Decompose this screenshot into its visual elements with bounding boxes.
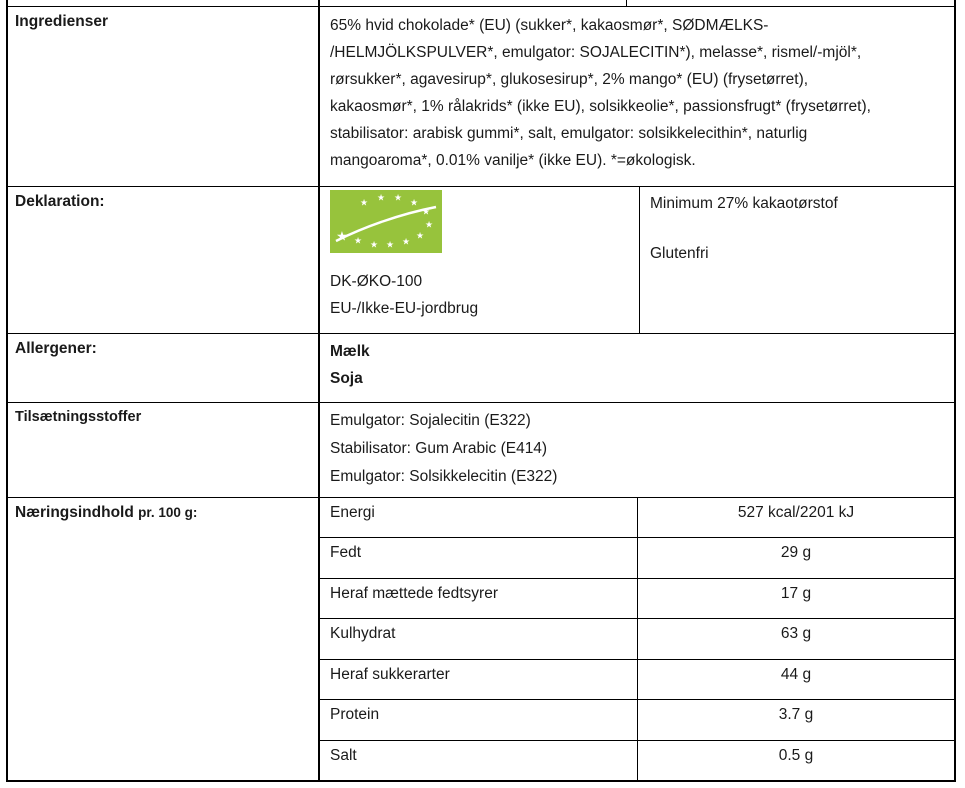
deklaration-claims-cell	[640, 187, 954, 333]
nutrient-name: Kulhydrat	[320, 619, 638, 658]
nutrition-row-fedt	[320, 537, 954, 577]
star-icon: ★	[401, 236, 411, 247]
nutrient-value: 527 kcal/2201 kJ	[737, 504, 855, 521]
nutrition-row-kulhydrat	[320, 618, 954, 658]
deklaration-label: Deklaration:	[8, 187, 320, 333]
star-icon: ★	[393, 192, 403, 203]
additive-item: Emulgator: Solsikkelecitin (E322)	[330, 468, 558, 485]
nutrition-table	[320, 498, 954, 780]
star-icon: ★	[369, 239, 379, 250]
product-spec-table	[6, 0, 956, 782]
nutrient-name: Protein	[320, 700, 638, 739]
nutrition-row-energi	[320, 498, 954, 537]
additive-item: Stabilisator: Gum Arabic (E414)	[330, 440, 548, 457]
star-icon: ★	[376, 192, 386, 203]
nutrient-name: Salt	[320, 741, 638, 780]
nutrient-value: 17 g	[780, 584, 812, 602]
ingredienser-label: Ingredienser	[8, 7, 320, 186]
ingredient-line: 65% hvid chokolade* (EU) (sukker*, kakaosmør*, SØDMÆLKS-	[330, 17, 769, 34]
naeringsindhold-label-suffix: pr. 100 g:	[138, 505, 198, 520]
nutrition-row-salt	[320, 740, 954, 780]
row-deklaration	[8, 186, 954, 333]
row-allergener	[8, 333, 954, 402]
row-ingredienser	[8, 6, 954, 186]
naeringsindhold-label-main: Næringsindhold	[15, 504, 134, 521]
star-icon: ★	[421, 206, 431, 217]
ingredient-line: kakaosmør*, 1% rålakrids* (ikke EU), solsikkeolie*, passionsfrugt* (frysetørret),	[330, 98, 871, 115]
ingredient-line: /HELMJÖLKSPULVER*, emulgator: SOJALECITIN*), melasse*, rismel/-mjöl*,	[330, 44, 862, 61]
nutrition-row-protein	[320, 699, 954, 739]
nutrition-row-sukkerarter	[320, 659, 954, 699]
star-icon: ★	[385, 239, 395, 250]
star-icon: ★	[353, 235, 363, 246]
tilsaetningsstoffer-label: Tilsætningsstoffer	[8, 403, 320, 497]
nutrient-value: 44 g	[780, 665, 812, 683]
nutrient-name: Energi	[320, 498, 638, 537]
ingredient-line: stabilisator: arabisk gummi*, salt, emulgator: solsikkelecithin*, naturlig	[330, 125, 808, 142]
deklaration-logo-cell	[320, 187, 640, 333]
star-icon: ★	[359, 197, 369, 208]
nutrient-name: Heraf mættede fedtsyrer	[320, 579, 638, 618]
additive-item: Emulgator: Sojalecitin (E322)	[330, 412, 531, 429]
ingredient-line: rørsukker*, agavesirup*, glukosesirup*, 2% mango* (EU) (frysetørret),	[330, 71, 809, 88]
nutrient-value: 0.5 g	[778, 746, 814, 764]
star-icon: ★	[336, 228, 348, 244]
allergener-label: Allergener:	[8, 334, 320, 402]
nutrient-name: Heraf sukkerarter	[320, 660, 638, 699]
ingredient-line: mangoaroma*, 0.01% vanilje* (ikke EU). *=økologisk.	[330, 152, 696, 169]
organic-certification-code: DK-ØKO-100	[330, 273, 423, 290]
eu-organic-logo	[330, 190, 442, 253]
allergen-item: Soja	[330, 370, 363, 387]
row-naeringsindhold	[8, 497, 954, 780]
star-icon: ★	[409, 197, 419, 208]
nutrition-row-maettede-fedtsyrer	[320, 578, 954, 618]
star-icon: ★	[415, 230, 425, 241]
ingredienser-text	[320, 7, 954, 186]
nutrient-value: 3.7 g	[778, 706, 814, 724]
organic-origin-statement: EU-/Ikke-EU-jordbrug	[330, 300, 479, 317]
nutrient-name: Fedt	[320, 538, 638, 577]
row-tilsaetningsstoffer	[8, 402, 954, 497]
claim-gluten-free: Glutenfri	[650, 245, 709, 262]
allergener-list	[320, 334, 954, 402]
nutrient-value: 29 g	[780, 544, 812, 562]
naeringsindhold-label	[8, 498, 320, 780]
nutrient-value: 63 g	[780, 625, 812, 643]
claim-cocoa-solids: Minimum 27% kakaotørstof	[650, 195, 838, 212]
additives-list	[320, 403, 954, 497]
star-icon: ★	[424, 219, 434, 230]
allergen-item: Mælk	[330, 343, 370, 360]
